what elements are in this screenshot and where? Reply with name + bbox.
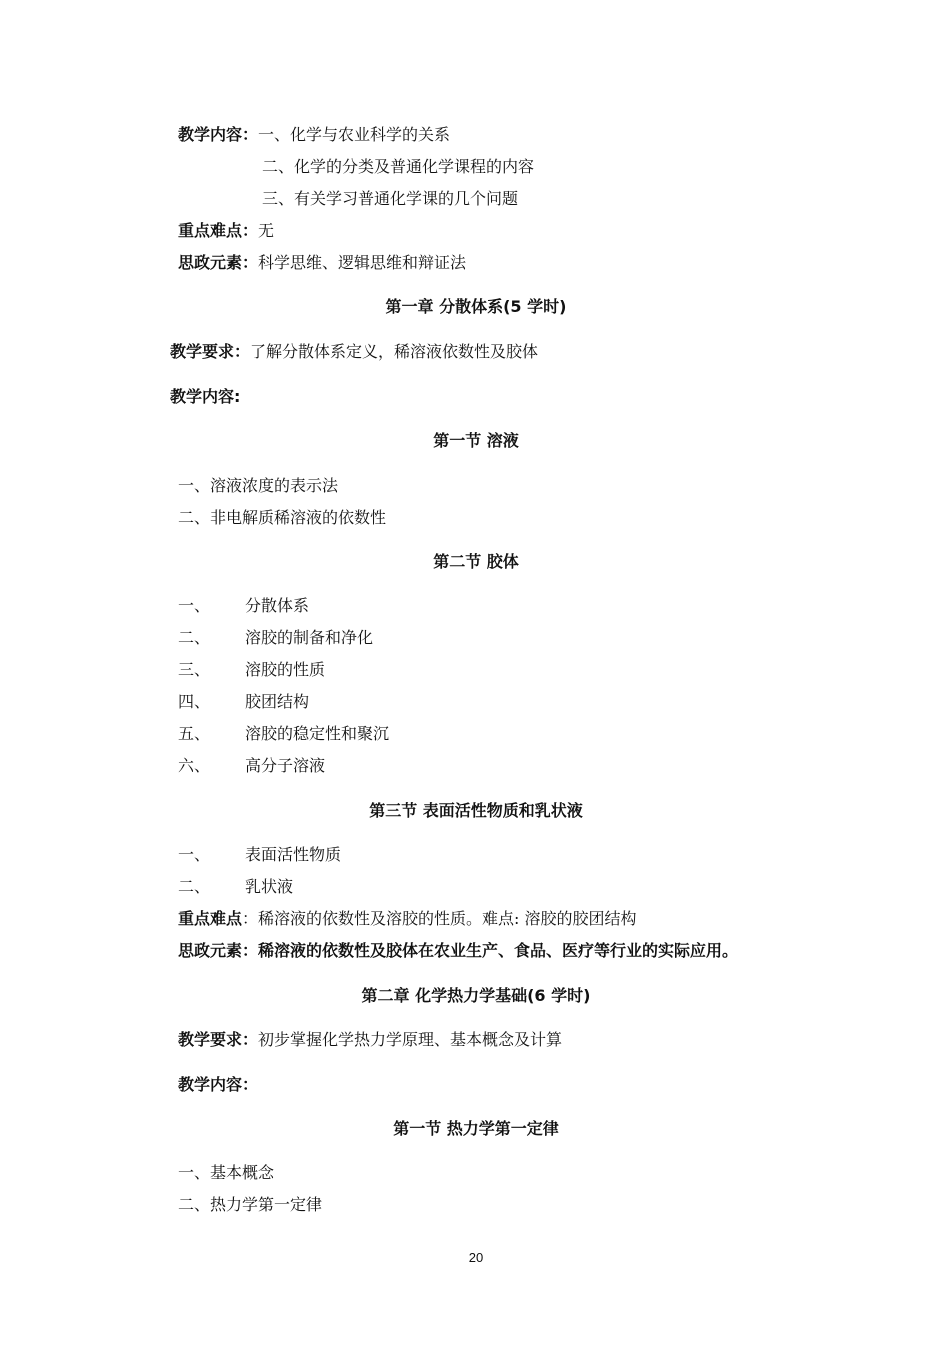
list-item-text: 分散体系 bbox=[245, 596, 310, 615]
intro-item-3: 三、有关学习普通化学课的几个问题 bbox=[262, 189, 519, 208]
list-item-number: 三、 bbox=[178, 660, 211, 679]
chapter1-title: 第一章 分散体系(5 学时) bbox=[385, 297, 567, 316]
chapter1-ideology-text: 稀溶液的依数性及胶体在农业生产、食品、医疗等行业的实际应用。 bbox=[258, 941, 739, 960]
intro-keypoints-label: 重点难点： bbox=[178, 221, 259, 240]
chapter2-title: 第二章 化学热力学基础(6 学时) bbox=[361, 986, 591, 1005]
list-item bbox=[178, 692, 310, 712]
list-item-number: 四、 bbox=[178, 692, 211, 711]
list-item bbox=[178, 756, 326, 776]
list-item-number: 二、 bbox=[178, 877, 211, 896]
intro-keypoints-text: 无 bbox=[258, 221, 275, 240]
list-item-text: 表面活性物质 bbox=[245, 845, 342, 864]
chapter2-requirement-line bbox=[178, 1030, 562, 1050]
chapter2-section1-item-1: 一、基本概念 bbox=[178, 1163, 275, 1182]
list-item bbox=[178, 724, 390, 744]
list-item-text: 高分子溶液 bbox=[245, 756, 326, 775]
list-item-number: 五、 bbox=[178, 724, 211, 743]
list-item bbox=[178, 845, 342, 865]
chapter1-keypoints-label: 重点难点 bbox=[178, 909, 243, 928]
list-item-number: 二、 bbox=[178, 628, 211, 647]
chapter2-section1-title: 第一节 热力学第一定律 bbox=[393, 1119, 559, 1138]
chapter2-req-label: 教学要求： bbox=[178, 1030, 259, 1049]
list-item bbox=[178, 877, 294, 897]
chapter2-content-label: 教学内容： bbox=[178, 1075, 259, 1094]
list-item-number: 六、 bbox=[178, 756, 211, 775]
intro-ideology-label: 思政元素： bbox=[178, 253, 259, 272]
chapter1-keypoints-line bbox=[178, 909, 637, 929]
list-item bbox=[178, 660, 326, 680]
chapter2-req-text: 初步掌握化学热力学原理、基本概念及计算 bbox=[258, 1030, 563, 1049]
intro-item-2: 二、化学的分类及普通化学课程的内容 bbox=[262, 157, 535, 176]
chapter1-ideology-label: 思政元素： bbox=[178, 941, 259, 960]
chapter1-req-label: 教学要求： bbox=[170, 342, 251, 361]
list-item-text: 乳状液 bbox=[245, 877, 294, 896]
list-item bbox=[178, 628, 374, 648]
list-item-text: 溶胶的制备和净化 bbox=[245, 628, 374, 647]
list-item-number: 一、 bbox=[178, 845, 211, 864]
intro-content-label: 教学内容： bbox=[178, 125, 259, 144]
chapter2-section1-item-2: 二、热力学第一定律 bbox=[178, 1195, 323, 1214]
list-item-text: 溶胶的性质 bbox=[245, 660, 326, 679]
chapter1-ideology-line bbox=[178, 941, 738, 961]
intro-ideology-text: 科学思维、逻辑思维和辩证法 bbox=[258, 253, 467, 272]
list-item bbox=[178, 596, 310, 616]
chapter1-req-text: 了解分散体系定义，稀溶液依数性及胶体 bbox=[250, 342, 539, 361]
chapter1-keypoints-text: ：稀溶液的依数性及溶胶的性质。难点: 溶胶的胶团结构 bbox=[242, 909, 637, 928]
intro-item-1: 一、化学与农业科学的关系 bbox=[258, 125, 451, 144]
chapter1-section3-title: 第三节 表面活性物质和乳状液 bbox=[369, 801, 583, 820]
intro-content-line bbox=[178, 125, 450, 145]
chapter1-section1-title: 第一节 溶液 bbox=[433, 431, 519, 450]
chapter1-content-label: 教学内容: bbox=[170, 387, 241, 406]
chapter1-requirement-line bbox=[170, 342, 538, 362]
chapter1-section1-item-1: 一、溶液浓度的表示法 bbox=[178, 476, 339, 495]
list-item-text: 胶团结构 bbox=[245, 692, 310, 711]
list-item-number: 一、 bbox=[178, 596, 211, 615]
intro-keypoints-line bbox=[178, 221, 274, 241]
chapter1-section2-title: 第二节 胶体 bbox=[433, 552, 519, 571]
chapter1-section1-item-2: 二、非电解质稀溶液的依数性 bbox=[178, 508, 387, 527]
list-item-text: 溶胶的稳定性和聚沉 bbox=[245, 724, 390, 743]
page-number: 20 bbox=[468, 1250, 484, 1265]
intro-ideology-line bbox=[178, 253, 466, 273]
